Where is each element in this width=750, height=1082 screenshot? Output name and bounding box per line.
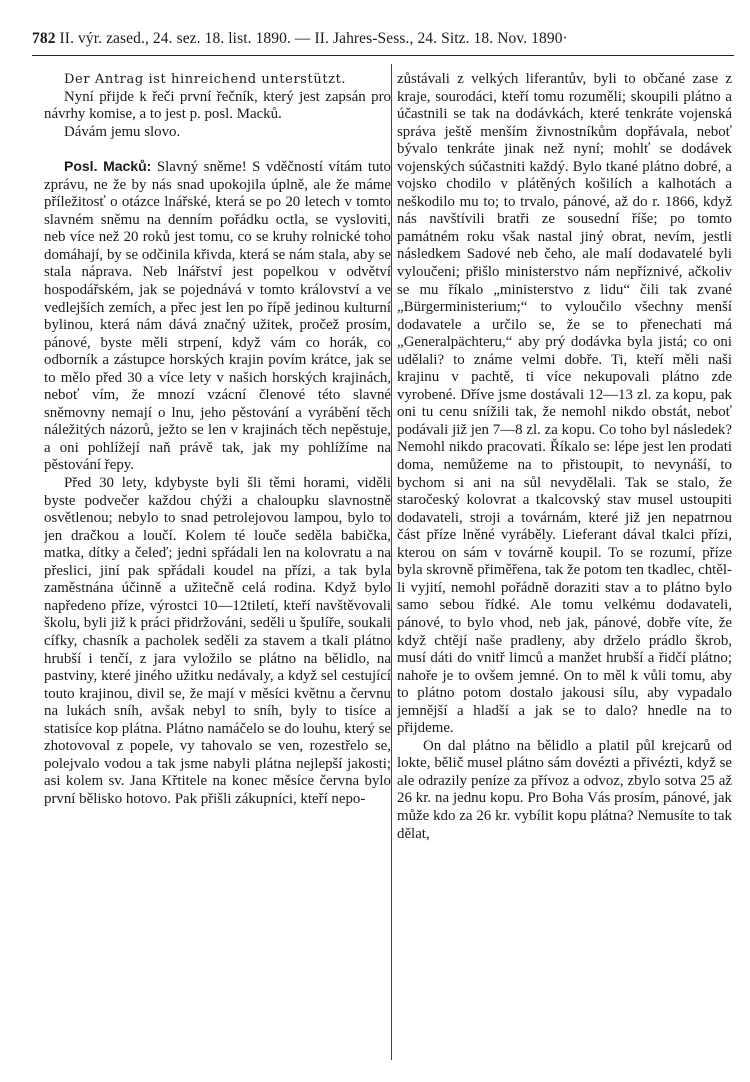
left-column (44, 71, 391, 1071)
speaker-name: Posl. Macků: (64, 158, 152, 175)
right-column (397, 71, 732, 1071)
speech-paragraph (44, 158, 391, 475)
column-divider (391, 64, 392, 1060)
paragraph: On dal plátno na bělidlo a platil půl krejcarů od lokte, bělič musel plátno sám dovézti a přivézti, když se ale odrazily peníze za přívoz a odvoz, zbylo sotva 25 až 26 kr. na jednu kopu. Pro Boha Vás prosím, pánové, jak může kdo za 26 kr. vybílit kopu plátna? Nemusíte to tak dělat, (397, 737, 732, 842)
speech-text: Slavný sněme! S vděčností vítám tuto zprávu, ne že by nás snad upokojila úplně, ale že máme příležitosť o otázce lnářské, která se po 20 letech v tomto slavném sněmu na denním pořádku octla, se vysloviti, neb více než 20 roků jest tomu, co se kruhy rolnické toho domáhají, by se odčinila křivda, která se nám stala, aby se stala náprava. Neb lnářství jest popelkou v odvětví hospodářském, jak se pojednává v tomto království a ve vedlejších zemích, a přec jest len po řípě jedinou kulturní bylinou, která nám dává značný užitek, pročež prosím, pánové, byste měli strpení, když vám co horák, co odborník a zástupce horských krajin povím krátce, jak se to mělo před 30 a více lety v našich horských krajinách, neboť vím, že mnozí vzácní členové této slavné sněmovny nemají o lnu, jeho pěstování a vyrábění těch náležitých názorů, ježto se len v krajinách těch nepěstuje, a oni pohlížejí naň právě tak, jak my pohlížíme na pěstování řepy. (44, 159, 391, 474)
paragraph: Nyní přijde k řeči první řečník, který jest zapsán pro návrhy komise, a to jest p. posl. Macků. (44, 88, 391, 123)
german-text: Der Antrag ist hinreichend unterstützt. (64, 72, 347, 87)
page-number: 782 (32, 30, 56, 47)
paragraph: zůstávali z velkých liferantův, byli to občané zase z kraje, sourodáci, kteří tomu rozuměli; skoupili plátno a účastnili se tak na dodávkách, které tenkráte vojenská správa ještě menším živnostníkům dopřávala, neboť bývalo tenkráte jinak než nyní; mohlť se dodávek vojenských súčastniti každý. Bylo tkané plátno dobré, a vojsko chodilo v plátěných košilích a kalhotách a neškodilo mu to; to trvalo, pánové, až do r. 1866, když nás navštívili bratři ze sousední říše; po tomto památném roku však nastal jiný obrat, nevím, jestli následkem Sadové neb čeho, ale malí dodavatelé byli vyloučeni; přišlo ministerstvo nám nepříznivé, ačkoliv se mu říkalo „ministerstvo z lidu“ čili tak zvané „Bürgerministerium;“ to vyloučilo všechny menší dodavatele a určilo se, že se to přenechati má „Generalpächteru,“ aby prý dodávka byla jistá; co oni udělali? to známe velmi dobře. Ti, kteří měli naši krajinu v pachtě, ti více nekupovali plátno zde vyrobené. Dříve jsme dostávali 12—13 zl. za kopu, pak oni tu cenu snížili tak, že nemohl nikdo obstát, neboť podávali již jen 7—8 zl. za kopu. Co toho byl následek? Nemohl nikdo pracovati. Říkalo se: lépe jest len prodati doma, nemůžeme na to přistoupit, to nevynáší, to bychom si ani na sůl nevydělali. Tak se stalo, že staročeský kolovrat a tkalcovský stav musel ustoupiti dodavateli, stroji a továrnám, které již jen nepatrnou část příze lněné vyráběly. Lieferant dával tkalci přízi, kterou on sám v továrně koupil. To se rozumí, příze byla skrovně přiměřena, tak že potom ten tkadlec, chtěl-li vyjití, nemohl pořádně doraziti stav a to plátno bylo samo sebou řídké. Ale tomu velkému dodavateli, pánové, to bylo vhod, neb jak, pánové, dobře víte, že když chtějí naše pradleny, aby drželo prádlo škrob, musí dáti do vnitř limců a manžet hrubší a řidčí plátno; nahoře je to ovšem jemné. On to měl k vůli tomu, aby to plátno potom dostalo jakousi sílu, aby vypadalo jemnější a hladší a jak se to dalo? hnedle na to přijdeme. (397, 71, 732, 737)
paragraph: Před 30 lety, kdybyste byli šli těmi horami, viděli byste podvečer každou chýži a chaloupku slavnostně osvětlenou; nebylo to snad petrolejovou lampou, bylo to jen dračkou a loučí. Kolem té louče seděla babička, matka, dítky a čeleď; jedni spřádali len na kolovratu a na přeslici, jiní pak spřádali koudel na přízi, a tak byla zaměstnána účinně a užitečně celá rodina. Když bylo napředeno příze, výrostci 10—12tiletí, kteří navštěvovali školu, byli již k práci přidržováni, seděli u špulíře, soukali cífky, chasník a pacholek seděli za stavem a tkali plátno hrubší i tenčí, z jara vyložilo se plátno na bělidlo, na pastviny, které jiného užitku nedávaly, a když sel cestující touto krajinou, divil se, že mají v měsíci květnu a červnu na lukách sníh, avšak nebyl to sníh, byly to tisíce a statisíce kop plátna. Plátno namáčelo se do louhu, který se zhotovoval z popele, vy tahovalo se ven, rozestřelo se, polejvalo vodou a tak jsme nabyli plátna nejlepší jakosti; asi kolem sv. Jana Křtitele na konec měsíce června bylo první bělisko hotovo. Pak přišli zákupníci, kteří nepo- (44, 475, 391, 807)
paragraph (44, 71, 391, 89)
header-rule (32, 55, 734, 56)
running-header (32, 30, 732, 50)
paragraph: Dávám jemu slovo. (64, 123, 181, 140)
header-text: II. výr. zased., 24. sez. 18. list. 1890. — II. Jahres-Sess., 24. Sitz. 18. Nov. 1890· (59, 30, 568, 47)
